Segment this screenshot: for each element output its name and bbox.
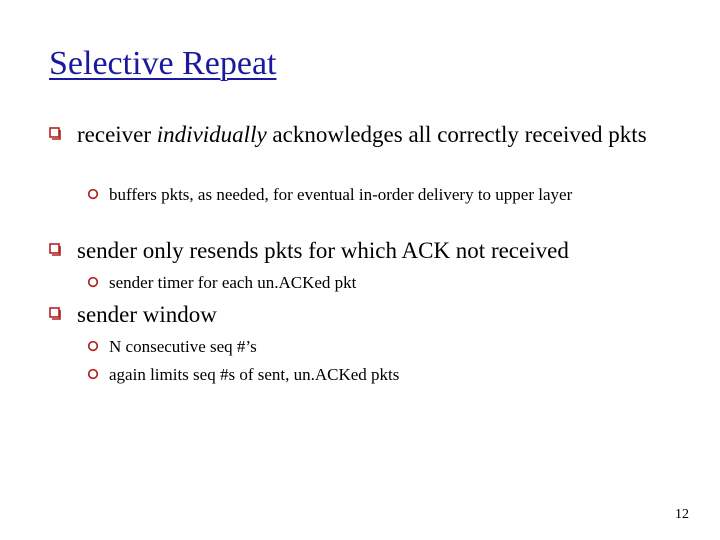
ring-bullet-icon xyxy=(87,335,109,352)
bullet-item xyxy=(49,237,667,265)
hollow-square-bullet-icon xyxy=(49,237,77,256)
sub-bullet-item xyxy=(87,363,629,386)
bullet-text-emphasis: individually xyxy=(156,122,267,147)
sub-bullet-text: sender timer for each un.ACKed pkt xyxy=(109,273,357,292)
bullet-item xyxy=(49,301,667,329)
hollow-square-bullet-icon xyxy=(49,301,77,320)
slide-title: Selective Repeat xyxy=(49,45,277,82)
sub-bullet-item xyxy=(87,183,629,206)
page-number: 12 xyxy=(675,507,689,522)
sub-bullet-text: N consecutive seq #’s xyxy=(109,337,257,356)
ring-bullet-icon xyxy=(87,271,109,288)
hollow-square-bullet-icon xyxy=(49,121,77,140)
sub-bullet-item xyxy=(87,335,629,358)
sub-bullet-item xyxy=(87,271,629,294)
bullet-text: sender only resends pkts for which ACK not received xyxy=(77,238,569,263)
bullet-text: sender window xyxy=(77,302,217,327)
ring-bullet-icon xyxy=(87,363,109,380)
sub-bullet-text: buffers pkts, as needed, for eventual in-order delivery to upper layer xyxy=(109,185,573,204)
ring-bullet-icon xyxy=(87,183,109,200)
bullet-text-end: acknowledges all correctly received pkts xyxy=(266,122,647,147)
bullet-text xyxy=(77,121,667,149)
bullet-text-start: receiver xyxy=(77,122,157,147)
sub-bullet-text: again limits seq #s of sent, un.ACKed pkts xyxy=(109,365,400,384)
bullet-item xyxy=(49,121,667,149)
